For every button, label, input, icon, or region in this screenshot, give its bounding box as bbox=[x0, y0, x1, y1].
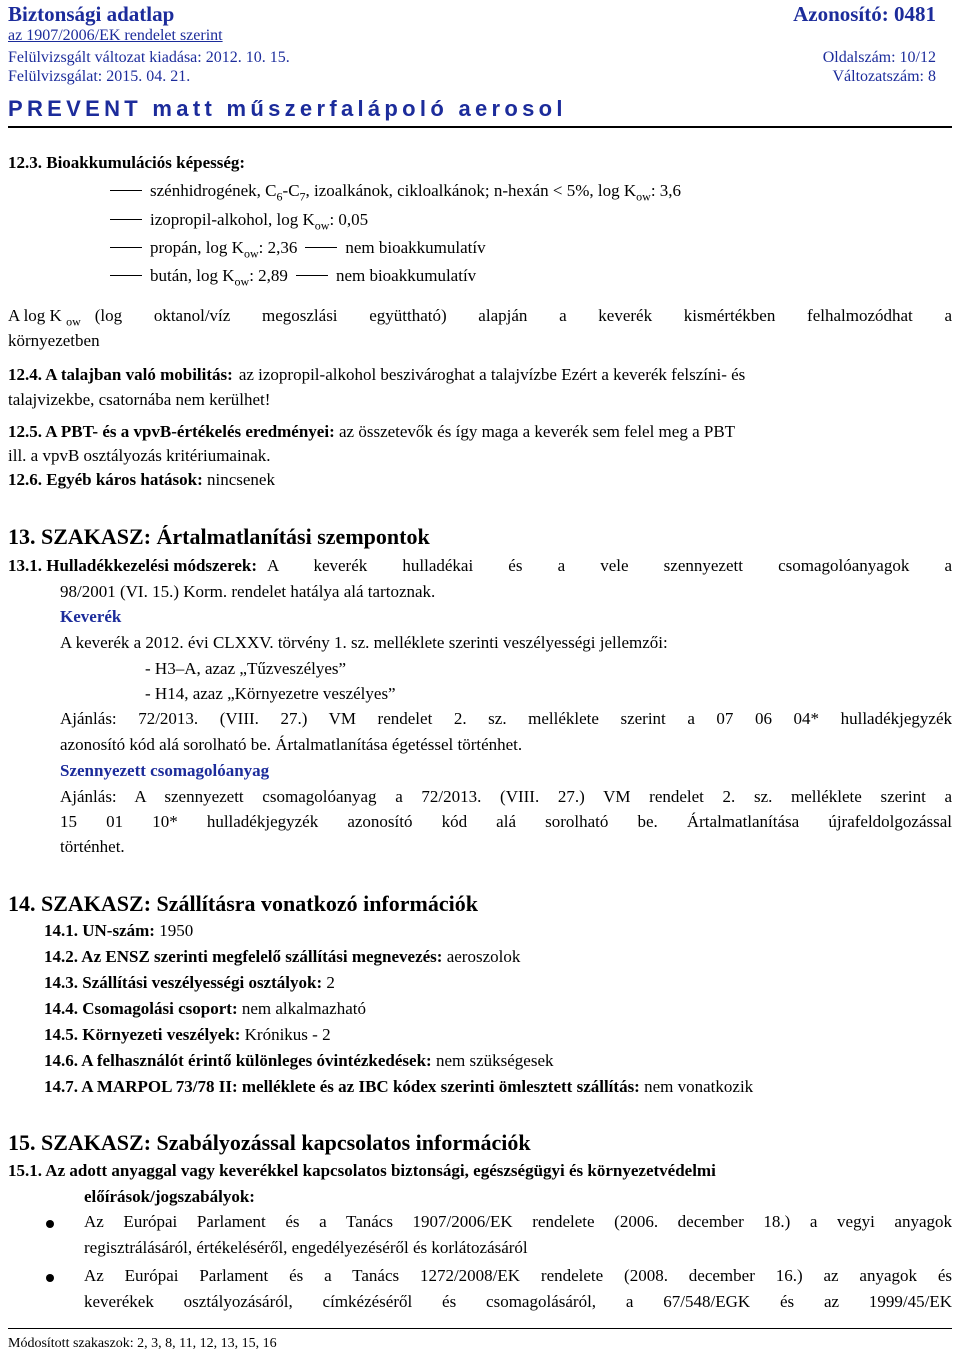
regulation-reference: az 1907/2006/EK rendelet szerint bbox=[8, 27, 223, 44]
recommendation-2-line3: történhet. bbox=[60, 837, 125, 856]
dash-icon bbox=[110, 219, 142, 220]
modified-sections: Módosított szakaszok: 2, 3, 8, 11, 12, 13, 15, 16 bbox=[8, 1336, 277, 1351]
s12-4-line2: talajvizekbe, csatornába nem kerülhet! bbox=[8, 390, 271, 409]
s12-4: 12.4. A talajban való mobilitás: az izopropil-alkohol beszivároghat a talajvízbe Ezért a keverék felszíni- és bbox=[8, 365, 746, 384]
hazard-h14: - H14, azaz „Környezetre veszélyes” bbox=[145, 684, 396, 703]
bullet-icon bbox=[46, 1274, 54, 1282]
transport-item: 14.4. Csomagolási csoport: nem alkalmazható bbox=[44, 999, 366, 1018]
s15-1: 15.1. Az adott anyaggal vagy keverékkel kapcsolatos biztonsági, egészségügyi és környezetvédelmi bbox=[8, 1161, 716, 1180]
s12-3-item-butane: bután, $\log K_{ow}$: 2,89 nem bioakkumulatív bbox=[110, 266, 476, 289]
dash-icon bbox=[305, 247, 337, 248]
s12-3-item-isopropanol: izopropil-alkohol, $\log K_{ow}$: 0,05 bbox=[110, 210, 368, 233]
s12-3-item-propane: propán, $\log K_{ow}$: 2,36 nem bioakkumulatív bbox=[110, 238, 486, 261]
s12-5-line2: ill. a vpvB osztályozás kritériumainak. bbox=[8, 446, 271, 465]
regulation-bullet-2-line2: keverékek osztályozásáról, címkézéséről és csomagolásáról, a 67/548/EGK és az 1999/45/EK bbox=[84, 1292, 952, 1311]
document-title: Biztonsági adatlap bbox=[8, 2, 175, 26]
dash-icon bbox=[110, 247, 142, 248]
s12-3-item-hydrocarbons: szénhidrogének, $C_6-C_7$, izoalkánok, cikloalkánok; n-hexán < 5%, $\log K_{ow}$: 3,6 bbox=[110, 181, 681, 204]
transport-item: 14.2. Az ENSZ szerinti megfelelő szállítási megnevezés: aeroszolok bbox=[44, 947, 521, 966]
mixture-heading: Keverék bbox=[60, 607, 122, 626]
recommendation-1-line2: azonosító kód alá sorolható be. Ártalmatlanítása égetéssel történhet. bbox=[60, 735, 523, 754]
transport-item: 14.5. Környezeti veszélyek: Krónikus - 2 bbox=[44, 1025, 331, 1044]
dash-icon bbox=[110, 275, 142, 276]
regulation-bullet-1-line2: regisztrálásáról, értékeléséről, engedélyezéséről és korlátozásáról bbox=[84, 1238, 528, 1257]
s12-3-note-line2: környezetben bbox=[8, 331, 100, 350]
dash-icon bbox=[110, 190, 142, 191]
regulation-bullet-2: Az Európai Parlament és a Tanács 1272/2008/EK rendelete (2008. december 16.) az anyagok és bbox=[84, 1266, 952, 1285]
packaging-heading: Szennyezett csomagolóanyag bbox=[60, 761, 270, 780]
mixture-line: A keverék a 2012. évi CLXXV. törvény 1. sz. melléklete szerinti veszélyességi jellemzői: bbox=[60, 633, 668, 652]
document-id: Azonosító: 0481 bbox=[793, 2, 936, 26]
hazard-h3: - H3–A, azaz „Tűzveszélyes” bbox=[145, 659, 347, 678]
recommendation-2-line2: 15 01 10* hulladékjegyzék azonosító kód alá sorolható be. Ártalmatlanítása újrafeldolgozással bbox=[60, 812, 952, 831]
section-15-heading: 15. SZAKASZ: Szabályozással kapcsolatos információk bbox=[8, 1130, 531, 1155]
release-date: Felülvizsgált változat kiadása: 2012. 10. 15. bbox=[8, 49, 290, 66]
s13-1: 13.1. Hulladékkezelési módszerek: A keverék hulladékai és a vele szennyezett csomagolóanyagok a bbox=[8, 556, 952, 575]
recommendation-1: Ajánlás: 72/2013. (VIII. 27.) VM rendelet 2. sz. melléklete szerint a 07 06 04* hulladékjegyzék bbox=[60, 709, 952, 728]
section-14-heading: 14. SZAKASZ: Szállításra vonatkozó információk bbox=[8, 891, 478, 916]
regulation-bullet-1: Az Európai Parlament és a Tanács 1907/2006/EK rendelete (2006. december 18.) a vegyi anyagok bbox=[84, 1212, 952, 1231]
transport-item: 14.1. UN-szám: 1950 bbox=[44, 921, 194, 940]
section-13-heading: 13. SZAKASZ: Ártalmatlanítási szempontok bbox=[8, 524, 430, 549]
footer-divider bbox=[8, 1328, 952, 1329]
review-date: Felülvizsgálat: 2015. 04. 21. bbox=[8, 68, 191, 85]
product-name: PREVENT matt műszerfalápoló aerosol bbox=[8, 96, 567, 121]
version-number: Változatszám: 8 bbox=[832, 68, 936, 85]
recommendation-2: Ajánlás: A szennyezett csomagolóanyag a 72/2013. (VIII. 27.) VM rendelet 2. sz. melléklete szerint a bbox=[60, 787, 952, 806]
dash-icon bbox=[296, 275, 328, 276]
s12-3-note: A log K $_{ow}$ (log oktanol/víz megoszlási együttható) alapján a keverék kismértékben felhalmozódhat a bbox=[8, 306, 952, 329]
s12-5: 12.5. A PBT- és a vpvB-értékelés eredményei: az összetevők és így maga a keverék sem felel meg a PBT bbox=[8, 422, 736, 441]
s12-6: 12.6. Egyéb káros hatások: nincsenek bbox=[8, 470, 275, 489]
s15-1-line2: előírások/jogszabályok: bbox=[84, 1187, 255, 1206]
transport-item: 14.7. A MARPOL 73/78 II: melléklete és az IBC kódex szerinti ömlesztett szállítás: nem vonatkozik bbox=[44, 1077, 754, 1096]
page-number: Oldalszám: 10/12 bbox=[822, 49, 936, 66]
transport-item: 14.3. Szállítási veszélyességi osztályok: 2 bbox=[44, 973, 335, 992]
header-divider bbox=[8, 126, 952, 128]
transport-item: 14.6. A felhasználót érintő különleges óvintézkedések: nem szükségesek bbox=[44, 1051, 554, 1070]
s12-3-label: 12.3. Bioakkumulációs képesség: bbox=[8, 153, 246, 172]
s13-1-line2: 98/2001 (VI. 15.) Korm. rendelet hatálya alá tartoznak. bbox=[60, 582, 436, 601]
bullet-icon bbox=[46, 1220, 54, 1228]
